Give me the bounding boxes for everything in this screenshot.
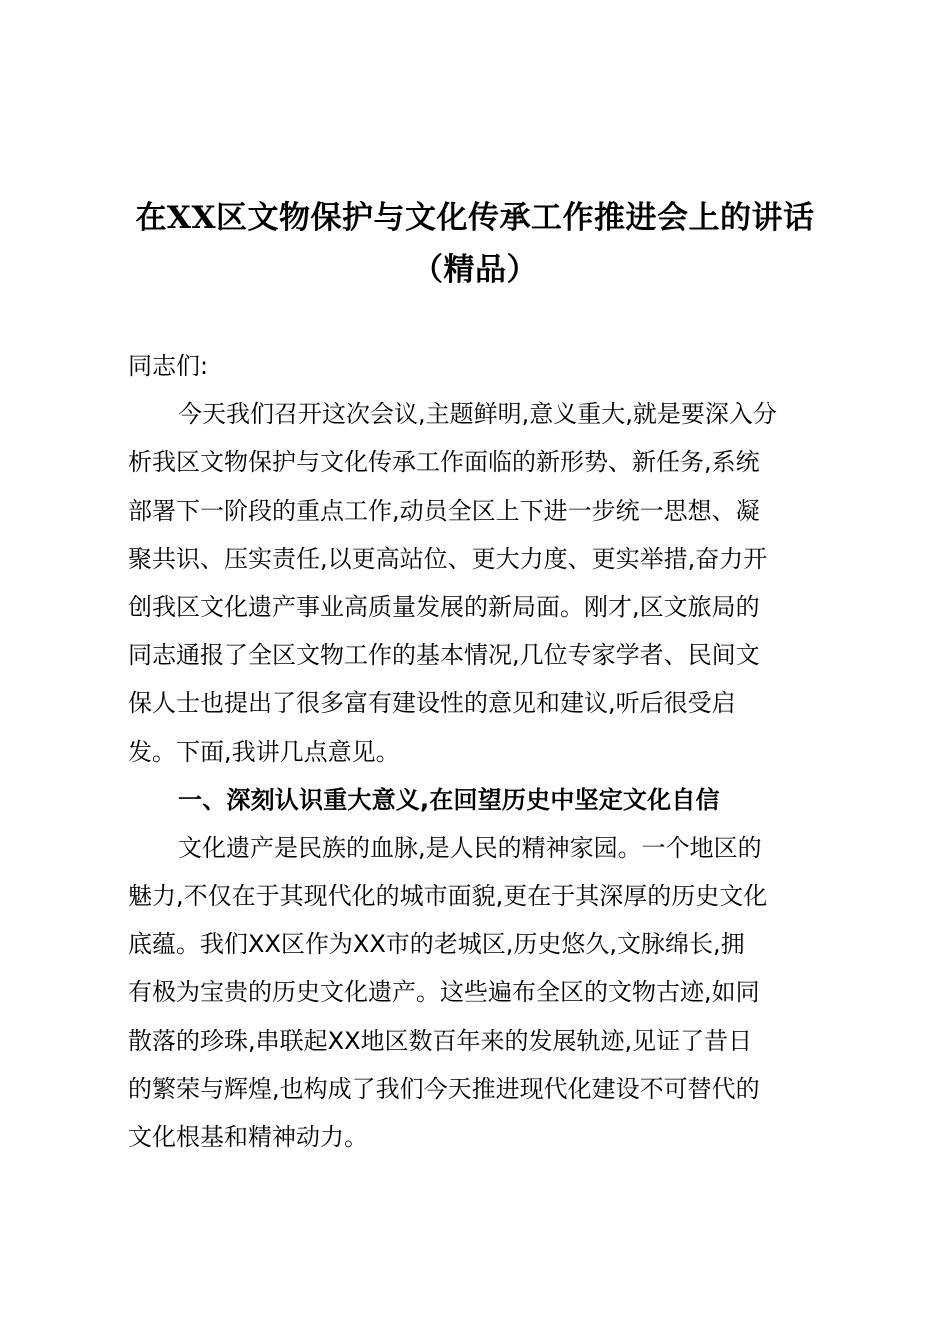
section-heading-1: 一、深刻认识重大意义,在回望历史中坚定文化自信 xyxy=(178,785,720,814)
paragraph-line: 保人士也提出了很多富有建设性的意见和建议,听后很受启 xyxy=(128,689,736,718)
paragraph-line: 文化遗产是民族的血脉,是人民的精神家园。一个地区的 xyxy=(178,833,762,862)
paragraph-line: 魅力,不仅在于其现代化的城市面貌,更在于其深厚的历史文化 xyxy=(128,882,768,911)
paragraph-line: 文化根基和精神动力。 xyxy=(128,1123,368,1151)
paragraph-line: 创我区文化遗产事业高质量发展的新局面。刚才,区文旅局的 xyxy=(128,592,760,621)
paragraph-line: 同志通报了全区文物工作的基本情况,几位专家学者、民间文 xyxy=(128,641,760,670)
salutation: 同志们: xyxy=(128,352,209,380)
paragraph-line: 部署下一阶段的重点工作,动员全区上下进一步统一思想、凝 xyxy=(128,496,760,525)
document-title xyxy=(100,192,850,296)
paragraph-line: 聚共识、压实责任,以更高站位、更大力度、更实举措,奋力开 xyxy=(128,544,768,573)
paragraph-line: 的繁荣与辉煌,也构成了我们今天推进现代化建设不可替代的 xyxy=(128,1074,760,1103)
paragraph-line: 有极为宝贵的历史文化遗产。这些遍布全区的文物古迹,如同 xyxy=(128,978,760,1007)
paragraph-line: 析我区文物保护与文化传承工作面临的新形势、新任务,系统 xyxy=(128,448,760,477)
document-body xyxy=(128,342,828,1161)
paragraph-1 xyxy=(128,390,828,776)
paragraph-line: 散落的珍珠,串联起XX地区数百年来的发展轨迹,见证了昔日 xyxy=(128,1026,753,1055)
title-line-2: （精品） xyxy=(412,252,538,288)
title-line-1: 在XX区文物保护与文化传承工作推进会上的讲话 xyxy=(135,200,815,236)
paragraph-line: 发。下面,我讲几点意见。 xyxy=(128,737,400,766)
paragraph-line: 今天我们召开这次会议,主题鲜明,意义重大,就是要深入分 xyxy=(178,400,777,429)
paragraph-2 xyxy=(128,824,828,1161)
paragraph-line: 底蕴。我们XX区作为XX市的老城区,历史悠久,文脉绵长,拥 xyxy=(128,930,745,959)
